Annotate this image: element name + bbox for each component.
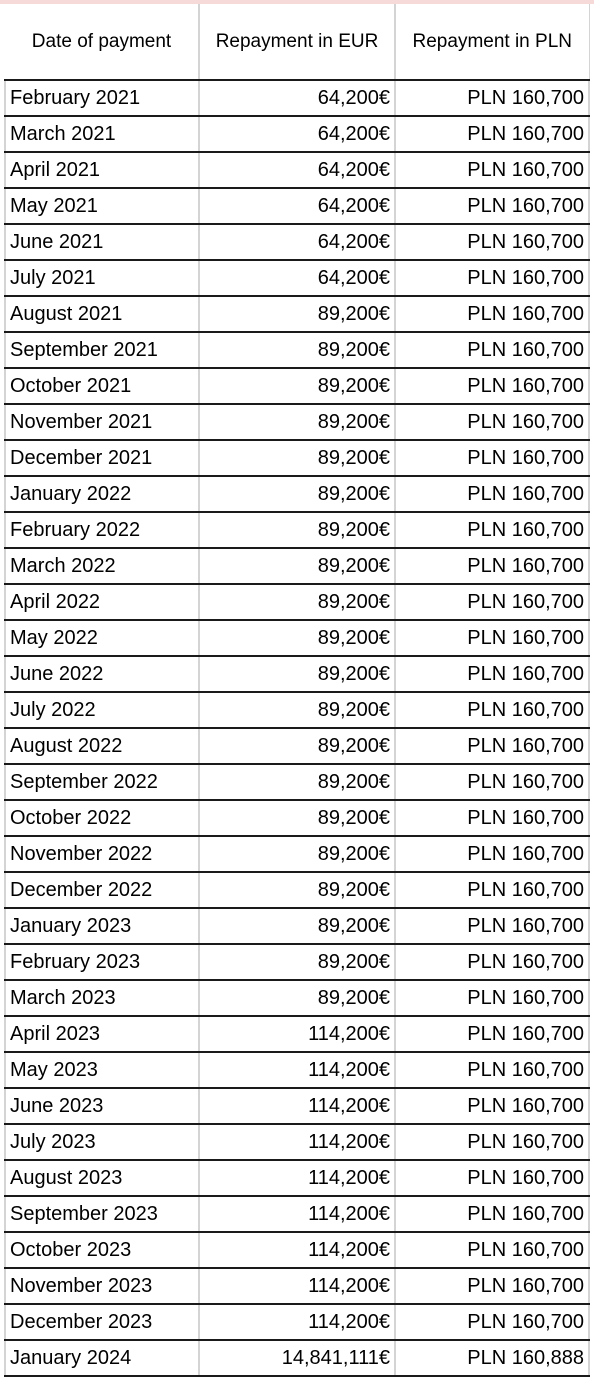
cell-date: February 2021 bbox=[5, 80, 199, 116]
cell-date: February 2023 bbox=[5, 944, 199, 980]
cell-pln: PLN 160,700 bbox=[395, 728, 589, 764]
table-row bbox=[5, 512, 589, 548]
table-row bbox=[5, 296, 589, 332]
cell-eur: 89,200€ bbox=[199, 836, 395, 872]
cell-pln: PLN 160,700 bbox=[395, 1124, 589, 1160]
cell-date: June 2022 bbox=[5, 656, 199, 692]
cell-pln: PLN 160,700 bbox=[395, 584, 589, 620]
cell-pln: PLN 160,700 bbox=[395, 152, 589, 188]
cell-date: January 2022 bbox=[5, 476, 199, 512]
cell-eur: 89,200€ bbox=[199, 872, 395, 908]
cell-date: August 2021 bbox=[5, 296, 199, 332]
table-row bbox=[5, 1232, 589, 1268]
cell-pln: PLN 160,700 bbox=[395, 116, 589, 152]
cell-date: January 2023 bbox=[5, 908, 199, 944]
cell-eur: 89,200€ bbox=[199, 332, 395, 368]
table-row bbox=[5, 188, 589, 224]
cell-eur: 89,200€ bbox=[199, 296, 395, 332]
cell-date: September 2021 bbox=[5, 332, 199, 368]
table-row bbox=[5, 872, 589, 908]
cell-pln: PLN 160,700 bbox=[395, 872, 589, 908]
table-row bbox=[5, 476, 589, 512]
table-row bbox=[5, 404, 589, 440]
cell-date: February 2022 bbox=[5, 512, 199, 548]
table-row bbox=[5, 1016, 589, 1052]
cell-pln: PLN 160,700 bbox=[395, 1268, 589, 1304]
cell-date: August 2022 bbox=[5, 728, 199, 764]
cell-eur: 89,200€ bbox=[199, 728, 395, 764]
cell-pln: PLN 160,700 bbox=[395, 476, 589, 512]
cell-eur: 114,200€ bbox=[199, 1016, 395, 1052]
table-row bbox=[5, 1052, 589, 1088]
cell-date: April 2021 bbox=[5, 152, 199, 188]
cell-pln: PLN 160,700 bbox=[395, 260, 589, 296]
table-row bbox=[5, 1268, 589, 1304]
cell-date: January 2024 bbox=[5, 1340, 199, 1376]
cell-pln: PLN 160,700 bbox=[395, 440, 589, 476]
cell-eur: 114,200€ bbox=[199, 1160, 395, 1196]
table-row bbox=[5, 692, 589, 728]
table-row bbox=[5, 440, 589, 476]
table-row bbox=[5, 944, 589, 980]
cell-date: November 2023 bbox=[5, 1268, 199, 1304]
cell-date: August 2023 bbox=[5, 1160, 199, 1196]
cell-eur: 89,200€ bbox=[199, 764, 395, 800]
cell-date: July 2023 bbox=[5, 1124, 199, 1160]
table-row bbox=[5, 260, 589, 296]
cell-eur: 14,841,111€ bbox=[199, 1340, 395, 1376]
cell-date: October 2023 bbox=[5, 1232, 199, 1268]
table-row bbox=[5, 980, 589, 1016]
cell-eur: 114,200€ bbox=[199, 1232, 395, 1268]
table-row bbox=[5, 224, 589, 260]
cell-eur: 114,200€ bbox=[199, 1124, 395, 1160]
cell-pln: PLN 160,700 bbox=[395, 836, 589, 872]
table-row bbox=[5, 80, 589, 116]
table-body bbox=[5, 80, 589, 1376]
cell-eur: 89,200€ bbox=[199, 692, 395, 728]
cell-pln: PLN 160,700 bbox=[395, 512, 589, 548]
cell-eur: 89,200€ bbox=[199, 656, 395, 692]
cell-eur: 89,200€ bbox=[199, 944, 395, 980]
repayment-schedule-table bbox=[4, 4, 590, 1377]
table-row bbox=[5, 152, 589, 188]
cell-eur: 89,200€ bbox=[199, 368, 395, 404]
cell-pln: PLN 160,700 bbox=[395, 980, 589, 1016]
cell-date: October 2021 bbox=[5, 368, 199, 404]
cell-pln: PLN 160,700 bbox=[395, 188, 589, 224]
cell-date: September 2023 bbox=[5, 1196, 199, 1232]
cell-pln: PLN 160,700 bbox=[395, 1196, 589, 1232]
cell-date: July 2022 bbox=[5, 692, 199, 728]
table-row bbox=[5, 836, 589, 872]
cell-eur: 64,200€ bbox=[199, 116, 395, 152]
cell-date: May 2022 bbox=[5, 620, 199, 656]
cell-eur: 114,200€ bbox=[199, 1052, 395, 1088]
cell-pln: PLN 160,700 bbox=[395, 620, 589, 656]
cell-eur: 64,200€ bbox=[199, 188, 395, 224]
cell-eur: 114,200€ bbox=[199, 1268, 395, 1304]
cell-eur: 114,200€ bbox=[199, 1088, 395, 1124]
cell-pln: PLN 160,700 bbox=[395, 1016, 589, 1052]
table-row bbox=[5, 1160, 589, 1196]
cell-pln: PLN 160,700 bbox=[395, 1160, 589, 1196]
cell-eur: 89,200€ bbox=[199, 620, 395, 656]
cell-pln: PLN 160,700 bbox=[395, 332, 589, 368]
cell-pln: PLN 160,700 bbox=[395, 1304, 589, 1340]
cell-date: November 2022 bbox=[5, 836, 199, 872]
cell-pln: PLN 160,700 bbox=[395, 1232, 589, 1268]
table-row bbox=[5, 1340, 589, 1376]
cell-eur: 114,200€ bbox=[199, 1196, 395, 1232]
cell-eur: 64,200€ bbox=[199, 224, 395, 260]
cell-date: December 2022 bbox=[5, 872, 199, 908]
cell-eur: 89,200€ bbox=[199, 584, 395, 620]
cell-eur: 114,200€ bbox=[199, 1304, 395, 1340]
cell-date: July 2021 bbox=[5, 260, 199, 296]
cell-eur: 89,200€ bbox=[199, 404, 395, 440]
table-row bbox=[5, 620, 589, 656]
cell-pln: PLN 160,700 bbox=[395, 224, 589, 260]
table-row bbox=[5, 728, 589, 764]
table-row bbox=[5, 1088, 589, 1124]
table-row bbox=[5, 1304, 589, 1340]
cell-eur: 89,200€ bbox=[199, 980, 395, 1016]
cell-pln: PLN 160,700 bbox=[395, 656, 589, 692]
table-header-row bbox=[5, 4, 589, 80]
cell-date: October 2022 bbox=[5, 800, 199, 836]
cell-pln: PLN 160,888 bbox=[395, 1340, 589, 1376]
cell-date: May 2021 bbox=[5, 188, 199, 224]
cell-eur: 89,200€ bbox=[199, 548, 395, 584]
cell-date: December 2021 bbox=[5, 440, 199, 476]
cell-date: May 2023 bbox=[5, 1052, 199, 1088]
table-row bbox=[5, 548, 589, 584]
cell-date: June 2023 bbox=[5, 1088, 199, 1124]
cell-eur: 64,200€ bbox=[199, 260, 395, 296]
cell-eur: 64,200€ bbox=[199, 152, 395, 188]
cell-pln: PLN 160,700 bbox=[395, 764, 589, 800]
cell-eur: 89,200€ bbox=[199, 512, 395, 548]
cell-eur: 89,200€ bbox=[199, 476, 395, 512]
cell-eur: 89,200€ bbox=[199, 440, 395, 476]
column-header-eur: Repayment in EUR bbox=[199, 4, 395, 80]
column-header-date: Date of payment bbox=[5, 4, 199, 80]
table-row bbox=[5, 800, 589, 836]
cell-pln: PLN 160,700 bbox=[395, 296, 589, 332]
cell-date: April 2023 bbox=[5, 1016, 199, 1052]
cell-pln: PLN 160,700 bbox=[395, 800, 589, 836]
cell-pln: PLN 160,700 bbox=[395, 404, 589, 440]
cell-date: June 2021 bbox=[5, 224, 199, 260]
cell-eur: 64,200€ bbox=[199, 80, 395, 116]
cell-pln: PLN 160,700 bbox=[395, 908, 589, 944]
table-row bbox=[5, 584, 589, 620]
cell-pln: PLN 160,700 bbox=[395, 80, 589, 116]
table-row bbox=[5, 908, 589, 944]
table-row bbox=[5, 332, 589, 368]
table-row bbox=[5, 116, 589, 152]
table-row bbox=[5, 1124, 589, 1160]
cell-pln: PLN 160,700 bbox=[395, 548, 589, 584]
cell-pln: PLN 160,700 bbox=[395, 1088, 589, 1124]
cell-pln: PLN 160,700 bbox=[395, 368, 589, 404]
cell-eur: 89,200€ bbox=[199, 908, 395, 944]
cell-date: March 2021 bbox=[5, 116, 199, 152]
cell-date: March 2022 bbox=[5, 548, 199, 584]
cell-eur: 89,200€ bbox=[199, 800, 395, 836]
cell-pln: PLN 160,700 bbox=[395, 1052, 589, 1088]
cell-pln: PLN 160,700 bbox=[395, 692, 589, 728]
cell-date: November 2021 bbox=[5, 404, 199, 440]
table-row bbox=[5, 656, 589, 692]
cell-pln: PLN 160,700 bbox=[395, 944, 589, 980]
column-header-pln: Repayment in PLN bbox=[395, 4, 589, 80]
cell-date: March 2023 bbox=[5, 980, 199, 1016]
table-row bbox=[5, 368, 589, 404]
table-row bbox=[5, 764, 589, 800]
table-row bbox=[5, 1196, 589, 1232]
cell-date: September 2022 bbox=[5, 764, 199, 800]
cell-date: April 2022 bbox=[5, 584, 199, 620]
cell-date: December 2023 bbox=[5, 1304, 199, 1340]
